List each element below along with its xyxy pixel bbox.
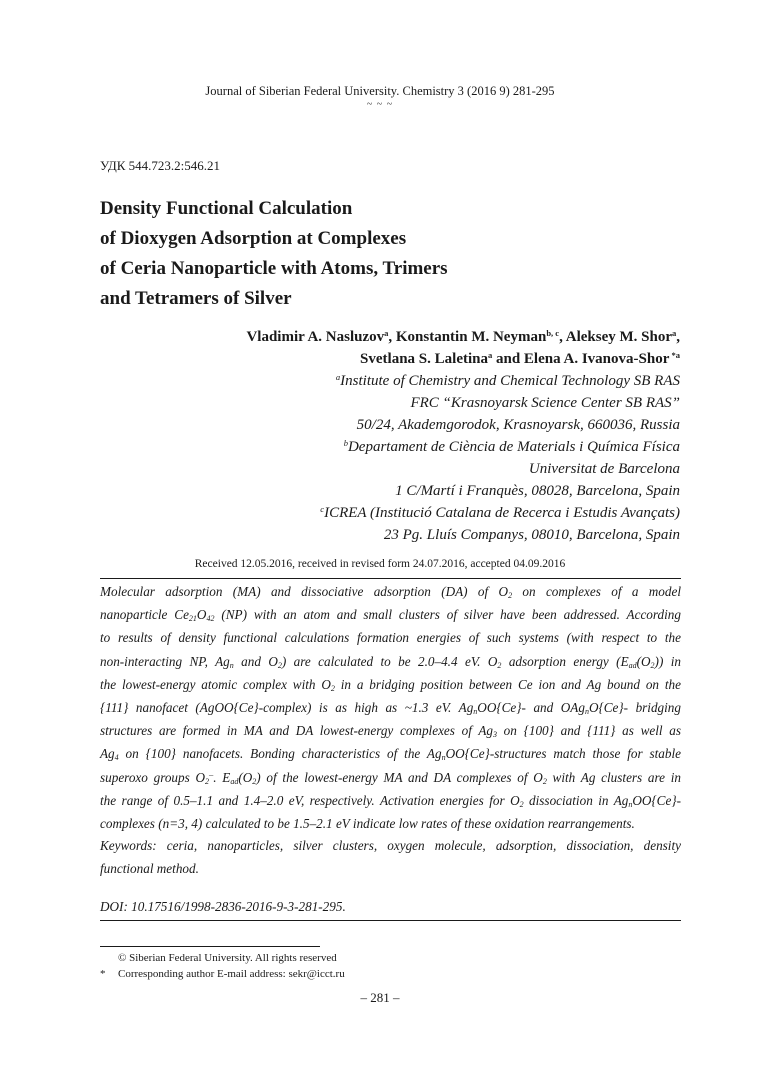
abstract-text: (O bbox=[636, 653, 651, 669]
affiliation-text: Institute of Chemistry and Chemical Technology SB RAS bbox=[340, 373, 680, 389]
abstract-text: . E bbox=[213, 769, 231, 785]
abstract-line bbox=[100, 580, 681, 603]
abstract-line bbox=[100, 673, 681, 696]
subscript: 42 bbox=[206, 614, 215, 624]
abstract bbox=[100, 580, 681, 835]
subscript: ad bbox=[628, 660, 637, 670]
author-affil-mark: a bbox=[672, 328, 677, 338]
subscript: 2 bbox=[277, 660, 282, 670]
abstract-line bbox=[100, 603, 681, 626]
affiliation-line bbox=[320, 370, 680, 392]
abstract-text: )) in bbox=[654, 653, 681, 669]
footnote-rule bbox=[100, 946, 320, 947]
abstract-text: OO{Ce}- bbox=[632, 792, 681, 808]
abstract-text: adsorption energy (E bbox=[501, 653, 629, 669]
article-title bbox=[100, 194, 620, 314]
subscript: 2 bbox=[508, 591, 513, 600]
subscript: ad bbox=[230, 776, 239, 786]
abstract-bottom-rule bbox=[100, 920, 681, 921]
subscript: 21 bbox=[188, 614, 197, 624]
subscript: n bbox=[441, 753, 446, 763]
abstract-text: and O bbox=[233, 653, 278, 669]
subscript: 2 bbox=[205, 776, 210, 786]
abstract-text: nanoparticle Ce bbox=[100, 607, 189, 623]
abstract-line bbox=[100, 766, 681, 789]
affiliation-line bbox=[320, 502, 680, 524]
affiliation-text: Universitat de Barcelona bbox=[528, 461, 680, 477]
affiliation-mark: c bbox=[320, 504, 325, 514]
author-name: Vladimir A. Nasluzov bbox=[246, 329, 385, 345]
affiliation-text: FRC “Krasnoyarsk Science Center SB RAS” bbox=[410, 395, 680, 411]
author-affil-mark: a bbox=[384, 328, 389, 338]
subscript: 2 bbox=[330, 683, 335, 693]
affiliation-line bbox=[320, 436, 680, 458]
affiliation-line bbox=[320, 480, 680, 502]
footnote bbox=[100, 966, 345, 982]
subscript: 2 bbox=[542, 776, 547, 786]
title-line: of Ceria Nanoparticle with Atoms, Trimers bbox=[100, 258, 448, 279]
affiliation-mark: a bbox=[335, 372, 341, 382]
keywords-line: functional method. bbox=[100, 861, 199, 877]
journal-header: Journal of Siberian Federal University. Chemistry 3 (2016 9) 281-295 bbox=[205, 84, 555, 98]
abstract-text: on {100} and {111} as well as bbox=[496, 723, 681, 739]
abstract-text: Ag bbox=[100, 746, 115, 762]
subscript: 4 bbox=[114, 753, 119, 763]
author-separator: , bbox=[388, 329, 396, 345]
abstract-text: O{Ce}- bridging bbox=[588, 700, 681, 716]
received-dates: Received 12.05.2016, received in revised form 24.07.2016, accepted 04.09.2016 bbox=[194, 558, 566, 570]
udc-code: УДК 544.723.2:546.21 bbox=[100, 158, 221, 173]
affiliation-line bbox=[320, 458, 680, 480]
author-line bbox=[246, 326, 680, 348]
abstract-text: Molecular adsorption (MA) and dissociative adsorption (DA) of O bbox=[100, 584, 509, 599]
affiliation-text: Departament de Ciència de Materials i Química Física bbox=[347, 439, 680, 455]
abstract-text: non-interacting NP, Ag bbox=[100, 653, 230, 669]
subscript: n bbox=[628, 799, 633, 809]
abstract-line bbox=[100, 742, 681, 765]
abstract-text: (O bbox=[238, 769, 253, 785]
header-ornament: ~ ~ ~ bbox=[366, 99, 394, 110]
abstract-line bbox=[100, 650, 681, 673]
abstract-line bbox=[100, 626, 681, 649]
abstract-text: OO{Ce}- and OAg bbox=[477, 700, 585, 716]
abstract-top-rule bbox=[100, 578, 681, 579]
subscript: n bbox=[584, 707, 589, 717]
author-line bbox=[246, 348, 680, 370]
superscript: – bbox=[209, 768, 214, 779]
subscript: 2 bbox=[497, 660, 502, 670]
subscript: 2 bbox=[252, 776, 257, 786]
abstract-text: on {100} nanofacets. Bonding characteristics of the Ag bbox=[118, 746, 442, 762]
abstract-text: the lowest-energy atomic complex with O bbox=[100, 676, 331, 692]
abstract-text: in a bridging position between Ce ion and Ag bound on the bbox=[334, 676, 681, 692]
affiliation-mark: b bbox=[343, 438, 348, 448]
abstract-text: ) are calculated to be 2.0–4.4 eV. O bbox=[281, 653, 498, 669]
author-affil-mark: a bbox=[487, 350, 493, 360]
affiliation-text: 50/24, Akademgorodok, Krasnoyarsk, 660036, Russia bbox=[356, 417, 680, 433]
author-separator: , bbox=[559, 329, 566, 345]
affiliation-text: 1 C/Martí i Franquès, 08028, Barcelona, Spain bbox=[395, 483, 680, 499]
affiliation-text: ICREA (Institució Catalana de Recerca i Estudis Avançats) bbox=[324, 505, 680, 521]
abstract-text: superoxo groups O bbox=[100, 769, 206, 785]
keywords bbox=[100, 834, 681, 880]
abstract-line bbox=[100, 696, 681, 719]
abstract-text: complexes (n=3, 4) calculated to be 1.5–2.1 eV indicate low rates of these oxidation rearrangements. bbox=[100, 816, 635, 832]
page-number: – 281 – bbox=[360, 990, 400, 1005]
author-affil-mark: b, c bbox=[546, 328, 560, 338]
abstract-line bbox=[100, 812, 681, 835]
footnote-text: © Siberian Federal University. All rights reserved bbox=[118, 952, 337, 964]
subscript: 2 bbox=[519, 799, 524, 809]
subscript: 3 bbox=[492, 730, 497, 740]
footnote bbox=[100, 950, 345, 966]
author-affil-mark: *a bbox=[669, 350, 680, 360]
abstract-text: dissociation in Ag bbox=[523, 792, 629, 808]
title-line: Density Functional Calculation bbox=[100, 198, 353, 219]
author-list bbox=[246, 326, 680, 370]
abstract-text: OO{Ce}-structures match those for stable bbox=[445, 746, 681, 762]
affiliation-line bbox=[320, 392, 680, 414]
author-name: Aleksey M. Shor bbox=[565, 329, 672, 345]
footnote-text: Corresponding author E-mail address: sekr@icct.ru bbox=[118, 968, 345, 980]
title-line: of Dioxygen Adsorption at Complexes bbox=[100, 228, 407, 249]
author-name: Elena A. Ivanova-Shor bbox=[523, 351, 670, 367]
subscript: n bbox=[229, 660, 234, 670]
abstract-text: (NP) with an atom and small clusters of silver have been addressed. According bbox=[214, 607, 681, 623]
footnote-mark: * bbox=[100, 968, 106, 980]
subscript: 2 bbox=[650, 660, 655, 670]
affiliation-line bbox=[320, 414, 680, 436]
affiliation-line bbox=[320, 524, 680, 546]
abstract-line bbox=[100, 719, 681, 742]
abstract-text: to results of density functional calculations formation energies of such systems (with respect to the bbox=[100, 630, 681, 646]
affiliation-text: 23 Pg. Lluís Companys, 08010, Barcelona, Spain bbox=[383, 527, 680, 543]
author-name: Svetlana S. Laletina bbox=[360, 351, 488, 367]
affiliations bbox=[320, 370, 680, 546]
abstract-text: structures are formed in MA and DA lowest-energy complexes of Ag bbox=[100, 723, 493, 739]
author-name: Konstantin M. Neyman bbox=[395, 329, 547, 345]
abstract-text: on complexes of a model bbox=[512, 584, 681, 599]
abstract-text: with Ag clusters are in bbox=[546, 769, 682, 785]
author-separator: and bbox=[492, 351, 524, 367]
subscript: n bbox=[473, 707, 478, 717]
abstract-text: {111} nanofacet (AgOO{Ce}-complex) is as high as ~1.3 eV. Ag bbox=[100, 700, 474, 716]
title-line: and Tetramers of Silver bbox=[100, 288, 292, 309]
abstract-text: the range of 0.5–1.1 and 1.4–2.0 eV, respectively. Activation energies for O bbox=[100, 792, 520, 808]
author-separator: , bbox=[676, 329, 680, 345]
abstract-text: O bbox=[196, 607, 207, 623]
keywords-line: Keywords: ceria, nanoparticles, silver clusters, oxygen molecule, adsorption, dissociation, density bbox=[100, 838, 681, 853]
footnotes bbox=[100, 950, 345, 982]
doi: DOI: 10.17516/1998-2836-2016-9-3-281-295. bbox=[100, 899, 346, 914]
abstract-line bbox=[100, 789, 681, 812]
abstract-text: ) of the lowest-energy MA and DA complexes of O bbox=[256, 769, 543, 785]
